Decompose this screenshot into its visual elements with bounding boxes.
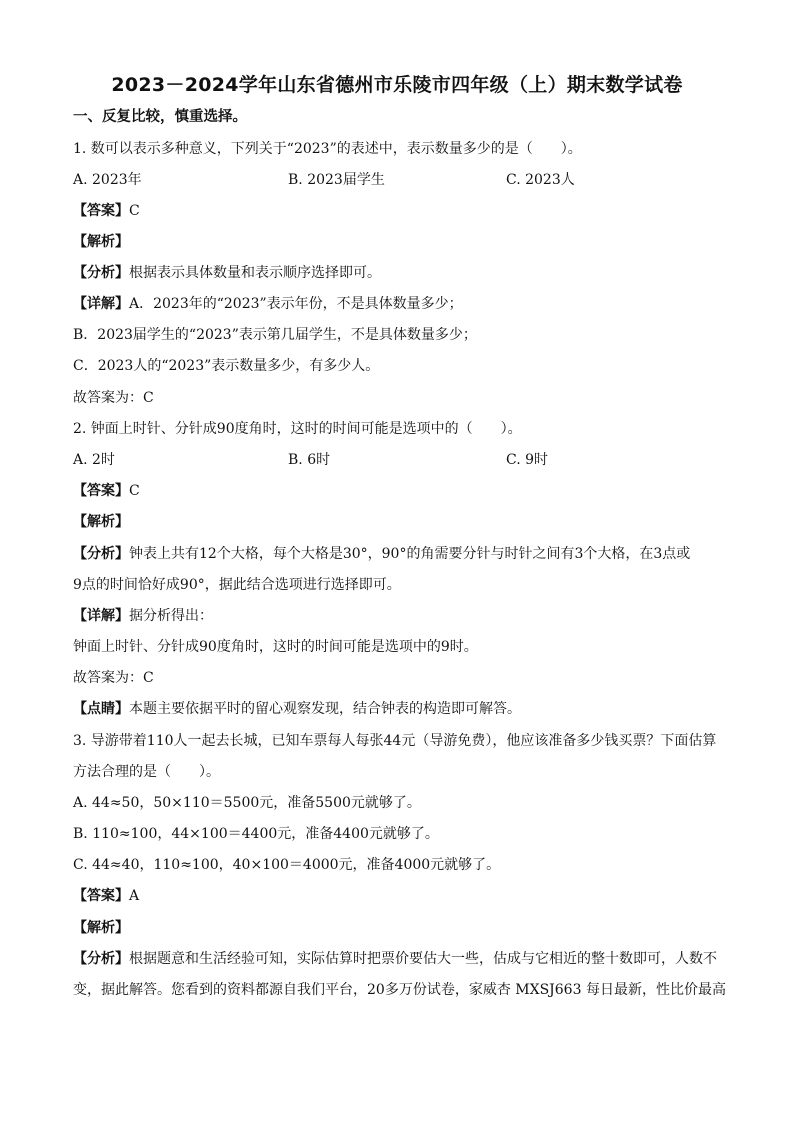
fenxi-tag: 【分析】 xyxy=(73,951,129,967)
question-2-option-a: A. 2时 xyxy=(73,452,115,468)
question-1-jiexi: 【解析】 xyxy=(73,234,129,250)
question-3-fenxi-1 xyxy=(73,949,717,969)
question-3-option-a: A. 44≈50，50×110＝5500元，准备5500元就够了。 xyxy=(73,795,421,811)
dianjing-text: 本题主要依据平时的留心观察发现，结合钟表的构造即可解答。 xyxy=(129,701,521,717)
question-1-detail-b: B．2023届学生的“2023”表示第几届学生，不是具体数量多少； xyxy=(73,327,477,343)
dianjing-tag: 【点睛】 xyxy=(73,701,129,717)
question-2-detail: 钟面上时针、分针成90度角时，这时的时间可能是选项中的9时。 xyxy=(73,639,478,655)
question-3-jiexi: 【解析】 xyxy=(73,920,129,936)
question-3-option-c: C. 44≈40，110≈100，40×100＝4000元，准备4000元就够了。 xyxy=(73,857,501,873)
xiangjie-tag: 【详解】 xyxy=(73,608,129,624)
question-1-option-c: C. 2023人 xyxy=(506,172,575,188)
question-2-xiangjie xyxy=(73,606,213,626)
question-3-stem-2: 方法合理的是（ ）。 xyxy=(73,764,220,780)
fenxi-text: 钟表上共有12个大格，每个大格是30°，90°的角需要分针与时针之间有3个大格，在3点或 xyxy=(129,546,691,562)
question-2-option-b: B. 6时 xyxy=(288,452,331,468)
question-1-option-b: B. 2023届学生 xyxy=(288,172,385,188)
question-1-option-a: A. 2023年 xyxy=(73,172,142,188)
question-1-xiangjie xyxy=(73,294,463,314)
answer-value: C xyxy=(129,483,140,499)
page-title: 2023－2024学年山东省德州市乐陵市四年级（上）期末数学试卷 xyxy=(111,74,683,96)
answer-value: C xyxy=(129,203,140,219)
fenxi-tag: 【分析】 xyxy=(73,265,129,281)
question-1-answer xyxy=(73,201,140,221)
question-2-option-c: C. 9时 xyxy=(506,452,549,468)
xiangjie-tag: 【详解】 xyxy=(73,296,129,312)
question-1-conclusion: 故答案为：C xyxy=(73,390,154,406)
question-2-jiexi: 【解析】 xyxy=(73,514,129,530)
question-1-fenxi xyxy=(73,263,381,283)
fenxi-tag: 【分析】 xyxy=(73,546,129,562)
question-2-answer xyxy=(73,481,140,501)
section-heading: 一、反复比较，慎重选择。 xyxy=(73,109,247,125)
answer-tag: 【答案】 xyxy=(73,888,129,904)
question-1-stem: 1. 数可以表示多种意义，下列关于“2023”的表述中，表示数量多少的是（ ）。 xyxy=(73,141,582,157)
fenxi-text: 根据题意和生活经验可知，实际估算时把票价要估大一些，估成与它相近的整十数即可，人数不 xyxy=(129,951,717,967)
question-2-dianjing xyxy=(73,699,521,719)
xiangjie-text: A．2023年的“2023”表示年份，不是具体数量多少； xyxy=(129,296,463,312)
xiangjie-text: 据分析得出： xyxy=(129,608,213,624)
question-3-answer xyxy=(73,886,139,906)
question-2-stem: 2. 钟面上时针、分针成90度角时，这时的时间可能是选项中的（ ）。 xyxy=(73,421,522,437)
answer-tag: 【答案】 xyxy=(73,483,129,499)
question-3-fenxi-2: 变，据此解答。您看到的资料都源自我们平台，20多万份试卷，家威杏 MXSJ663 每日最新，性比价最高 xyxy=(73,982,726,998)
fenxi-text: 根据表示具体数量和表示顺序选择即可。 xyxy=(129,265,381,281)
question-3-option-b: B. 110≈100，44×100＝4400元，准备4400元就够了。 xyxy=(73,826,439,842)
answer-tag: 【答案】 xyxy=(73,203,129,219)
question-2-fenxi-2: 9点的时间恰好成90°，据此结合选项进行选择即可。 xyxy=(73,577,401,593)
answer-value: A xyxy=(129,888,140,904)
question-2-fenxi-1 xyxy=(73,544,690,564)
question-2-conclusion: 故答案为：C xyxy=(73,670,154,686)
question-1-detail-c: C．2023人的“2023”表示数量多少，有多少人。 xyxy=(73,358,380,374)
question-3-stem-1: 3. 导游带着110人一起去长城，已知车票每人每张44元（导游免费），他应该准备多少钱买票？下面估算 xyxy=(73,733,717,749)
